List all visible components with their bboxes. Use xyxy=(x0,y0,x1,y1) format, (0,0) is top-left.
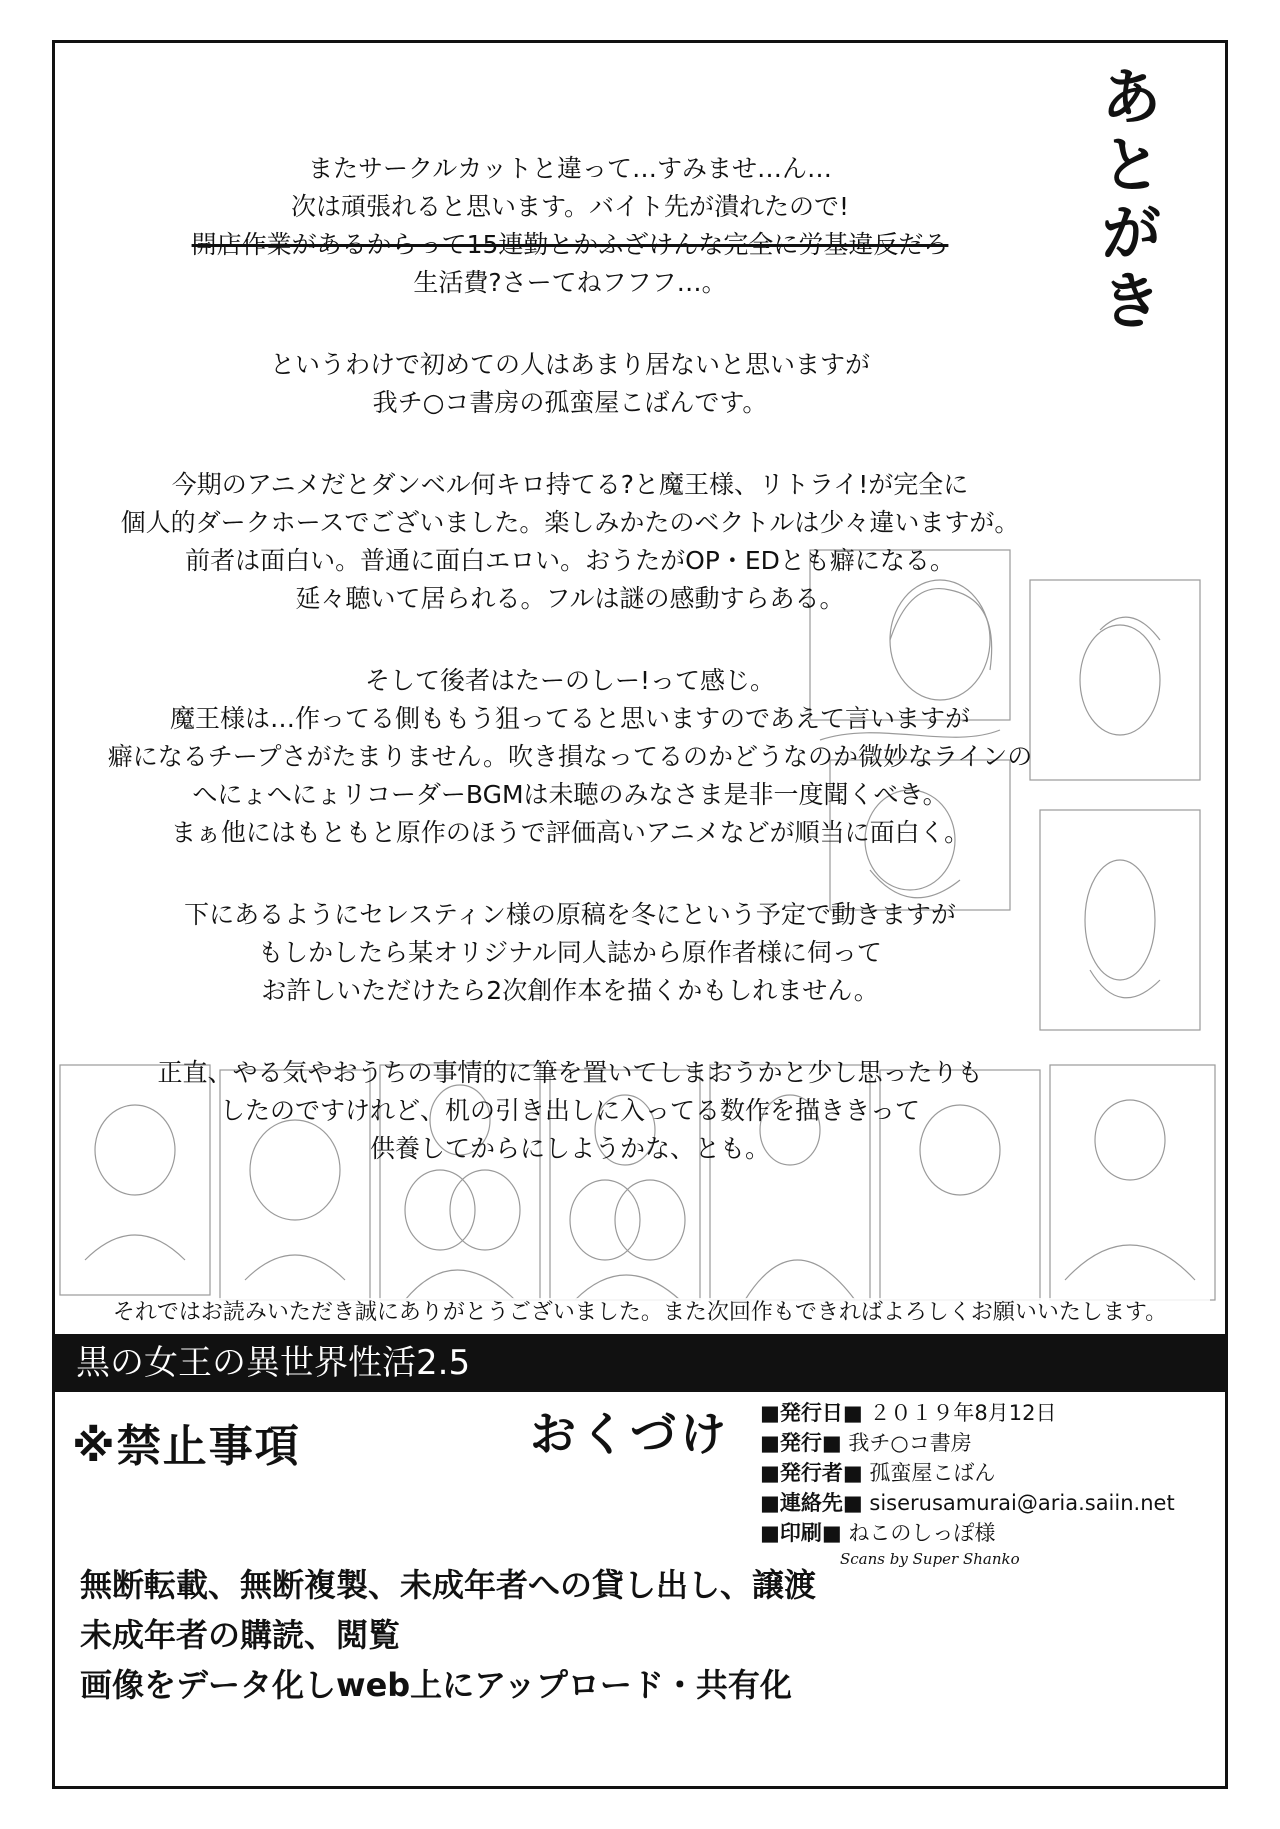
afterword-line: 延々聴いて居られる。フルは謎の感動すらある。 xyxy=(295,584,845,613)
colophon-row xyxy=(760,1428,1200,1458)
afterword-line: 下にあるようにセレスティン様の原稿を冬にという予定で動きますが xyxy=(184,900,956,929)
afterword-line: 癖になるチープさがたまりません。吹き損なってるのかどうなのか微妙なラインの xyxy=(107,742,1033,771)
afterword-line: へにょへにょリコーダーBGMは未聴のみなさま是非一度聞くべき。 xyxy=(192,780,948,809)
colophon-row xyxy=(760,1488,1200,1518)
colophon-heading: おくづけ xyxy=(530,1407,730,1461)
colophon-row xyxy=(760,1518,1200,1548)
prohibited-item: 未成年者の購読、閲覧 xyxy=(80,1616,401,1654)
afterword-line: というわけで初めての人はあまり居ないと思いますが xyxy=(269,350,870,379)
prohibited-heading: ※禁止事項 xyxy=(72,1421,301,1472)
prohibited-item: 無断転載、無断複製、未成年者への貸し出し、譲渡 xyxy=(80,1566,817,1604)
scans-credit: Scans by Super Shanko xyxy=(840,1550,1020,1568)
afterword-paragraph xyxy=(100,896,1040,1010)
book-title: 黒の女王の異世界性活2.5 xyxy=(76,1343,471,1383)
afterword-heading: あとがき xyxy=(1090,64,1163,336)
afterword-line-struck: 開店作業があるからって15連勤とかふざけんな完全に労基違反だろ xyxy=(191,230,949,259)
colophon-value: 我チ○コ書房 xyxy=(848,1431,972,1455)
colophon-value: 孤蛮屋こばん xyxy=(869,1461,996,1485)
afterword-line: 正直、やる気やおうちの事情的に筆を置いてしまおうかと少し思ったりも xyxy=(157,1058,983,1087)
colophon-value: ねこのしっぽ様 xyxy=(848,1521,996,1545)
afterword-line: またサークルカットと違って…すみませ…ん… xyxy=(307,154,832,183)
colophon-label: ■連絡先■ xyxy=(760,1491,863,1515)
colophon-value: siserusamurai@aria.saiin.net xyxy=(869,1491,1175,1515)
afterword-line: したのですけれど、机の引き出しに入ってる数作を描ききって xyxy=(219,1096,920,1125)
afterword-line: もしかしたら某オリジナル同人誌から原作者様に伺って xyxy=(258,938,882,967)
afterword-line: 生活費?さーてねフフフ…。 xyxy=(413,268,727,297)
afterword-line: 魔王様は…作ってる側ももう狙ってると思いますのであえて言いますが xyxy=(169,704,970,733)
afterword-line: まぁ他にはもともと原作のほうで評価高いアニメなどが順当に面白く。 xyxy=(170,818,970,847)
afterword-paragraph xyxy=(100,466,1040,618)
afterword-line: 供養してからにしようかな、とも。 xyxy=(369,1134,770,1163)
afterword-paragraph xyxy=(100,150,1040,302)
afterword-text xyxy=(100,150,1040,1212)
colophon-label: ■発行者■ xyxy=(760,1461,863,1485)
prohibited-item: 画像をデータ化しweb上にアップロード・共有化 xyxy=(80,1666,792,1704)
afterword-line: お許しいただけたら2次創作本を描くかもしれません。 xyxy=(261,976,879,1005)
colophon-row xyxy=(760,1458,1200,1488)
colophon-label: ■発行日■ xyxy=(760,1401,863,1425)
colophon-label: ■発行■ xyxy=(760,1431,842,1455)
afterword-paragraph xyxy=(100,662,1040,852)
prohibited-list xyxy=(80,1560,816,1710)
colophon-row xyxy=(760,1398,1200,1428)
book-title-bar xyxy=(52,1334,1228,1392)
afterword-paragraph xyxy=(100,346,1040,422)
colophon-value: ２０１９年8月12日 xyxy=(869,1401,1057,1425)
afterword-line: 前者は面白い。普通に面白エロい。おうたがOP・EDとも癖になる。 xyxy=(185,546,955,575)
closing-thanks: それではお読みいただき誠にありがとうございました。また次回作もできればよろしくお願いいたします。 xyxy=(70,1298,1210,1328)
colophon-block xyxy=(760,1398,1200,1570)
afterword-line: そして後者はたーのしー!って感じ。 xyxy=(364,666,776,695)
afterword-line: 次は頑張れると思います。バイト先が潰れたので! xyxy=(290,192,850,221)
colophon-label: ■印刷■ xyxy=(760,1521,842,1545)
afterword-line: 今期のアニメだとダンベル何キロ持てる?と魔王様、リトライ!が完全に xyxy=(171,470,969,499)
afterword-line: 我チ○コ書房の孤蛮屋こばんです。 xyxy=(372,388,768,417)
afterword-paragraph xyxy=(100,1054,1040,1168)
afterword-line: 個人的ダークホースでございました。楽しみかたのベクトルは少々違いますが。 xyxy=(120,508,1020,537)
